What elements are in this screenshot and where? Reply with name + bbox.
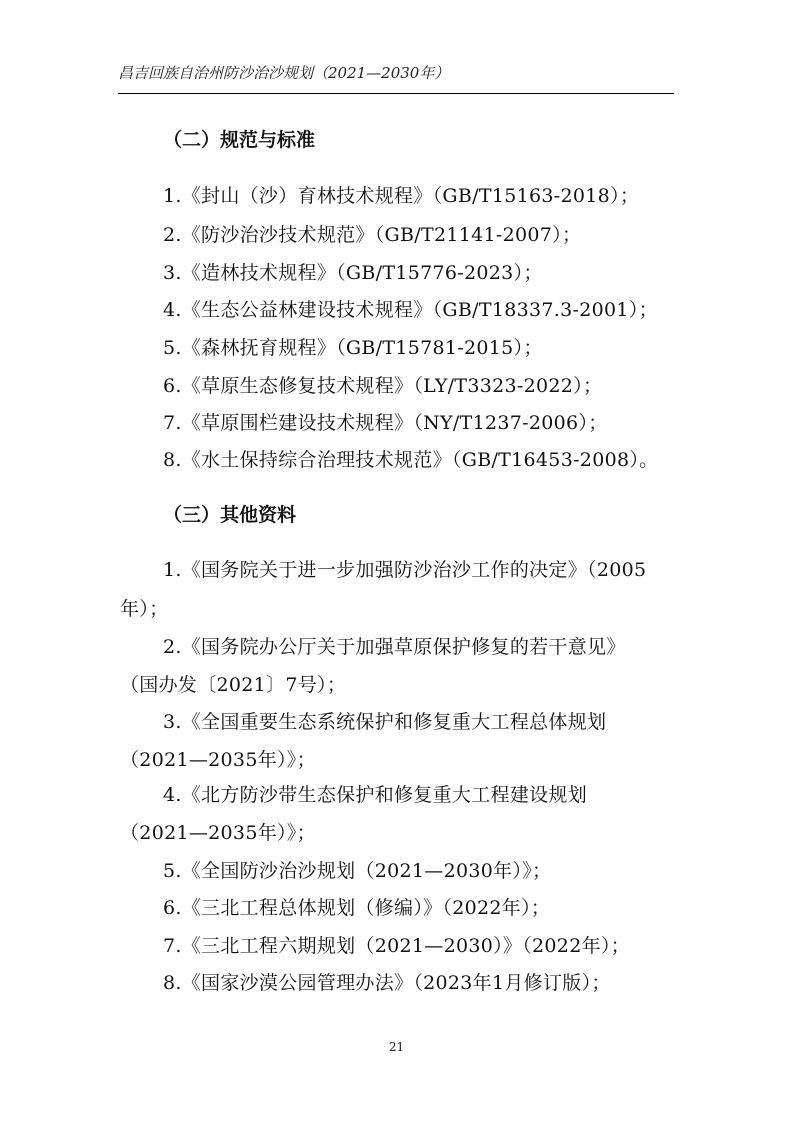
other-item: 5.《全国防沙治沙规划（2021—2030年）》； [163, 860, 552, 882]
running-header: 昌吉回族自治州防沙治沙规划（2021—2030年） [118, 64, 450, 82]
other-item-line1: 3.《全国重要生态系统保护和修复重大工程总体规划 [163, 711, 607, 733]
other-item: 6.《三北工程总体规划（修编）》（2022年）； [163, 897, 551, 919]
section-heading-other: （三）其他资料 [163, 504, 297, 526]
standards-item: 7.《草原围栏建设技术规程》（NY/T1237-2006）； [163, 412, 608, 434]
standards-item: 8.《水土保持综合治理技术规范》（GB/T16453-2008）。 [163, 449, 659, 471]
other-item: 7.《三北工程六期规划（2021—2030）》（2022年）； [163, 935, 630, 957]
standards-item: 5.《森林抚育规程》（GB/T15781-2015）； [163, 337, 543, 359]
other-item-line2: （2021—2035年）》； [120, 749, 316, 771]
other-item: 8.《国家沙漠公园管理办法》（2023年1月修订版）； [163, 972, 611, 994]
other-item-line1: 4.《北方防沙带生态保护和修复重大工程建设规划 [163, 784, 588, 806]
header-rule [118, 93, 674, 94]
standards-item: 4.《生态公益林建设技术规程》（GB/T18337.3-2001）； [163, 299, 658, 321]
standards-item: 2.《防沙治沙技术规范》（GB/T21141-2007）； [163, 224, 582, 246]
other-item-line1: 2.《国务院办公厅关于加强草原保护修复的若干意见》 [163, 636, 626, 658]
standards-item: 3.《造林技术规程》（GB/T15776-2023）； [163, 262, 543, 284]
standards-item: 1.《封山（沙）育林技术规程》（GB/T15163-2018）； [163, 185, 640, 207]
other-item-line2: 年）； [120, 598, 169, 620]
section-heading-standards: （二）规范与标准 [163, 129, 316, 151]
other-item-line1: 1.《国务院关于进一步加强防沙治沙工作的决定》（2005 [163, 559, 647, 581]
page-number: 21 [388, 1040, 405, 1054]
standards-item: 6.《草原生态修复技术规程》（LY/T3323-2022）； [163, 375, 603, 397]
other-item-line2: （国办发〔2021〕7号）； [120, 674, 347, 696]
other-item-line2: （2021—2035年）》； [120, 822, 316, 844]
